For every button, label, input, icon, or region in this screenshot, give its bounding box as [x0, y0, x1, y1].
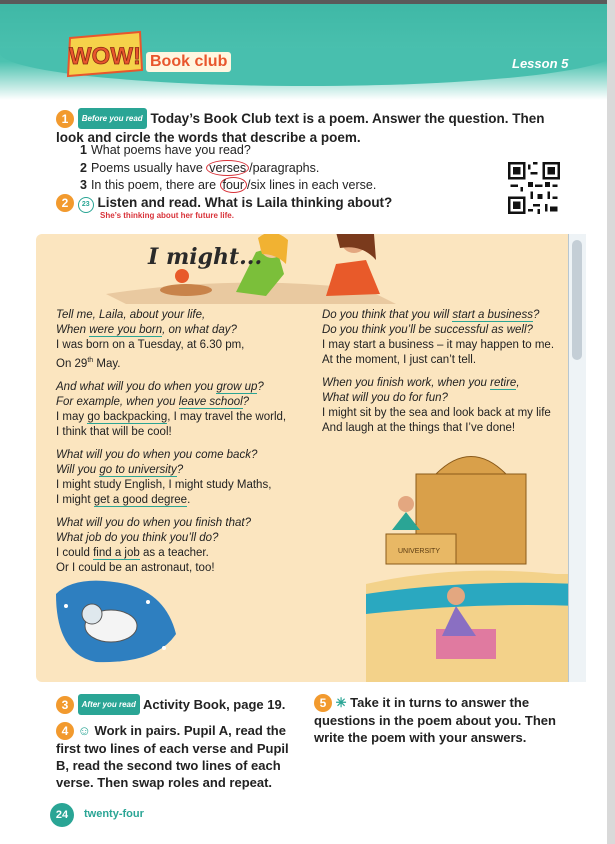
- exercise-2-question: Listen and read. What is Laila thinking about?: [97, 195, 393, 210]
- audio-icon[interactable]: [78, 197, 94, 213]
- verse-3: What will you do when you come back? Will you go to university? I might study English, I might study Maths, I might get a good degree.: [56, 448, 272, 506]
- books-icon: [160, 284, 212, 296]
- girl-2-body: [326, 260, 380, 296]
- key-phrase: grow up: [216, 380, 258, 393]
- list-item: 2 Poems usually have verses /paragraphs.: [80, 160, 320, 175]
- exercise-5-text: Take it in turns to answer the questions in the poem about you. Then write the poem with your answers.: [314, 695, 556, 745]
- exercise-4: [56, 722, 296, 791]
- exercise-1: [56, 108, 566, 146]
- poem-title: I might...: [148, 244, 263, 270]
- key-phrase: retire: [490, 377, 517, 389]
- lesson-label: Lesson 5: [512, 56, 569, 71]
- verse-5: Do you think that you will start a business? Do you think you’ll be successful as well? I may start a business – it may happen to me. At the moment, I just can’t tell.: [322, 309, 555, 366]
- exercise-number: 2: [56, 194, 74, 212]
- exercise-4-text: Work in pairs. Pupil A, read the first two lines of each verse and Pupil B, read the second two lines of each verse. Then swap roles and repeat.: [56, 723, 289, 790]
- after-you-read-tag: After you read: [78, 694, 140, 715]
- qr-code[interactable]: [508, 162, 560, 214]
- option-word[interactable]: six: [250, 178, 266, 192]
- exercise-number: 3: [56, 696, 74, 714]
- key-phrase: go backpacking: [87, 410, 168, 423]
- answer-hint: She’s thinking about her future life.: [100, 211, 234, 220]
- list-item: 1 What poems have you read?: [80, 143, 251, 157]
- woman-head: [447, 587, 465, 605]
- wow-logo-text: WOW!: [69, 43, 141, 70]
- exercise-1-items: [80, 142, 376, 195]
- wow-logo: [66, 30, 144, 78]
- key-phrase: go to university: [99, 463, 177, 476]
- verse-6: When you finish work, when you retire, What will you do for fun? I might sit by the sea and look back at my life And laugh at the things that I’ve done!: [322, 377, 551, 434]
- key-phrase: get a good degree: [93, 493, 188, 506]
- exercise-3: [56, 694, 285, 715]
- exercise-number: 5: [314, 694, 332, 712]
- page-number-words: twenty-four: [84, 808, 144, 820]
- girl-2-hair: [336, 234, 376, 260]
- university-sign: UNIVERSITY: [398, 548, 441, 555]
- poem-column-left: [56, 308, 316, 584]
- exercise-number: 1: [56, 110, 74, 128]
- exercise-number: 4: [56, 722, 74, 740]
- key-phrase: were you born: [89, 324, 163, 336]
- verse-1: Tell me, Laila, about your life, When were you born, on what day? I was born on a Tuesday, at 6.30 pm, On 29th May.: [56, 309, 245, 370]
- exercise-3-text: Activity Book, page 19.: [143, 697, 286, 712]
- viewer-edge: [607, 0, 615, 844]
- key-phrase: start a business: [452, 309, 533, 321]
- speaking-icon: ✳: [335, 695, 347, 710]
- key-phrase: find a job: [93, 546, 140, 559]
- verse-2: And what will you do when you grow up? For example, when you leave school? I may go backpacking, I may travel the world, I think that will be cool!: [56, 380, 287, 438]
- pair-work-icon: ☺: [77, 723, 91, 738]
- poem-column-right: [322, 308, 570, 444]
- student-head: [398, 496, 414, 512]
- track-number: 23: [81, 201, 90, 208]
- apple-icon: [175, 269, 189, 283]
- page-number: 24: [50, 803, 74, 827]
- key-phrase: leave school: [178, 395, 243, 408]
- exercise-1-question: Today’s Book Club text is a poem. Answer the question. Then look and circle the words that describe a poem.: [56, 111, 545, 145]
- circled-word[interactable]: four: [220, 177, 248, 193]
- section-title: Book club: [146, 52, 231, 72]
- circled-word[interactable]: verses: [206, 160, 249, 176]
- option-word[interactable]: paragraphs: [252, 160, 316, 175]
- before-you-read-tag: Before you read: [78, 108, 147, 129]
- exercise-5: [314, 694, 574, 746]
- list-item: 3 In this poem, there are four /six lines in each verse.: [80, 178, 377, 192]
- verse-4: What will you do when you finish that? What job do you think you’ll do? I could find a job as a teacher. Or I could be an astronaut, too!: [56, 516, 251, 574]
- scrollbar-thumb[interactable]: [572, 240, 582, 360]
